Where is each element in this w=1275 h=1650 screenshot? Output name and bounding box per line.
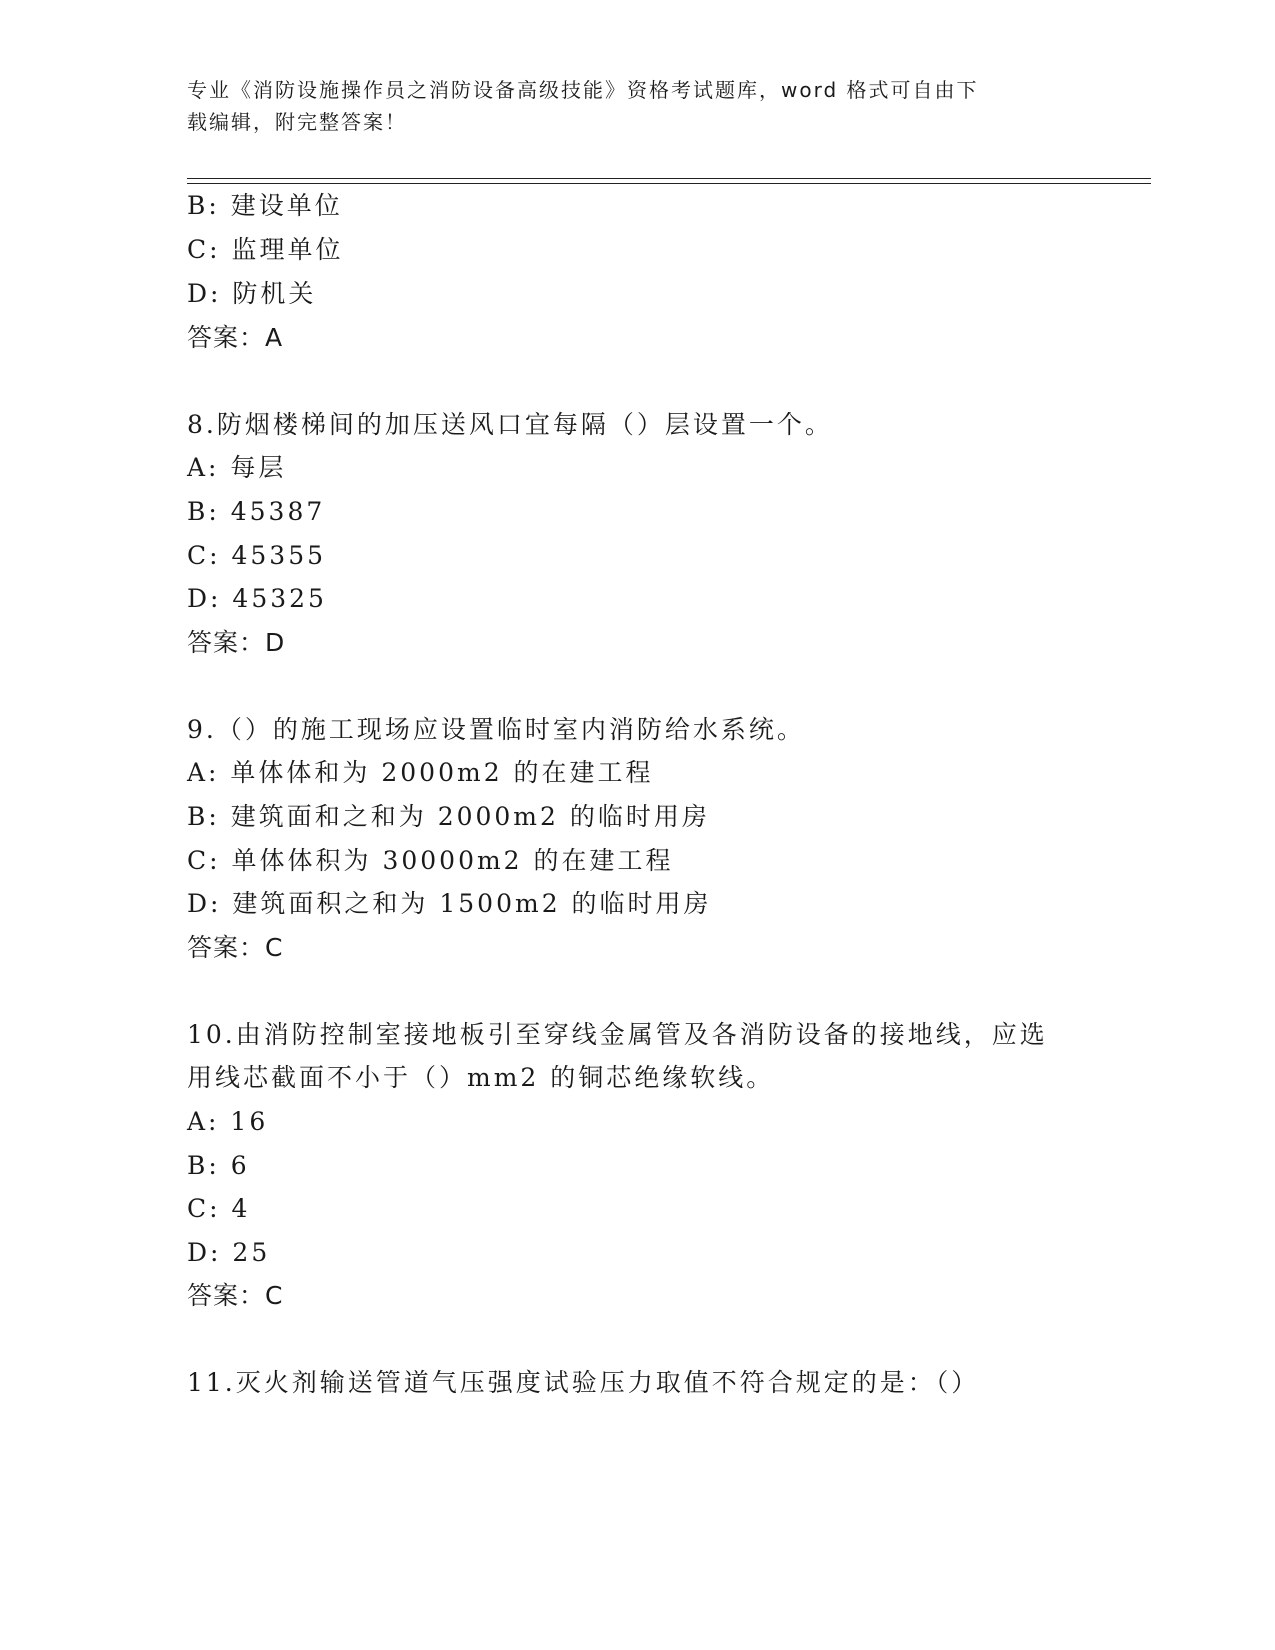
answer-line: 答案：D	[187, 628, 286, 657]
question-stem: 8.防烟楼梯间的加压送风口宜每隔（）层设置一个。	[187, 410, 833, 439]
option-a: A: 16	[187, 1107, 269, 1136]
option-a: A: 单体体和为 2000m2 的在建工程	[187, 758, 654, 787]
header-rule-bottom	[187, 183, 1151, 184]
option-c: C: 45355	[187, 541, 327, 570]
header-rule-top	[187, 178, 1151, 179]
question-stem: 9.（）的施工现场应设置临时室内消防给水系统。	[187, 715, 805, 744]
option-c: C: 监理单位	[187, 235, 344, 264]
option-d: D: 防机关	[187, 279, 317, 308]
option-b: B: 建设单位	[187, 191, 343, 220]
question-stem: 11.灭火剂输送管道气压强度试验压力取值不符合规定的是：（）	[187, 1368, 980, 1397]
option-d: D: 45325	[187, 584, 327, 613]
document-header	[187, 74, 1067, 138]
option-d: D: 25	[187, 1238, 271, 1267]
header-line-2: 载编辑，附完整答案！	[187, 110, 407, 134]
header-line-1: 专业《消防设施操作员之消防设备高级技能》资格考试题库，word 格式可自由下	[187, 78, 979, 102]
option-b: B: 45387	[187, 497, 326, 526]
answer-line: 答案：C	[187, 1281, 284, 1310]
answer-line: 答案：A	[187, 323, 284, 352]
question-stem-continued: 用线芯截面不小于（）mm2 的铜芯绝缘软线。	[187, 1063, 775, 1092]
option-b: B: 6	[187, 1151, 250, 1180]
question-stem: 10.由消防控制室接地板引至穿线金属管及各消防设备的接地线，应选	[187, 1020, 1048, 1049]
option-d: D: 建筑面积之和为 1500m2 的临时用房	[187, 889, 712, 918]
answer-line: 答案：C	[187, 933, 284, 962]
option-a: A: 每层	[187, 453, 287, 482]
option-b: B: 建筑面和之和为 2000m2 的临时用房	[187, 802, 710, 831]
option-c: C: 单体体积为 30000m2 的在建工程	[187, 846, 674, 875]
option-c: C: 4	[187, 1194, 251, 1223]
